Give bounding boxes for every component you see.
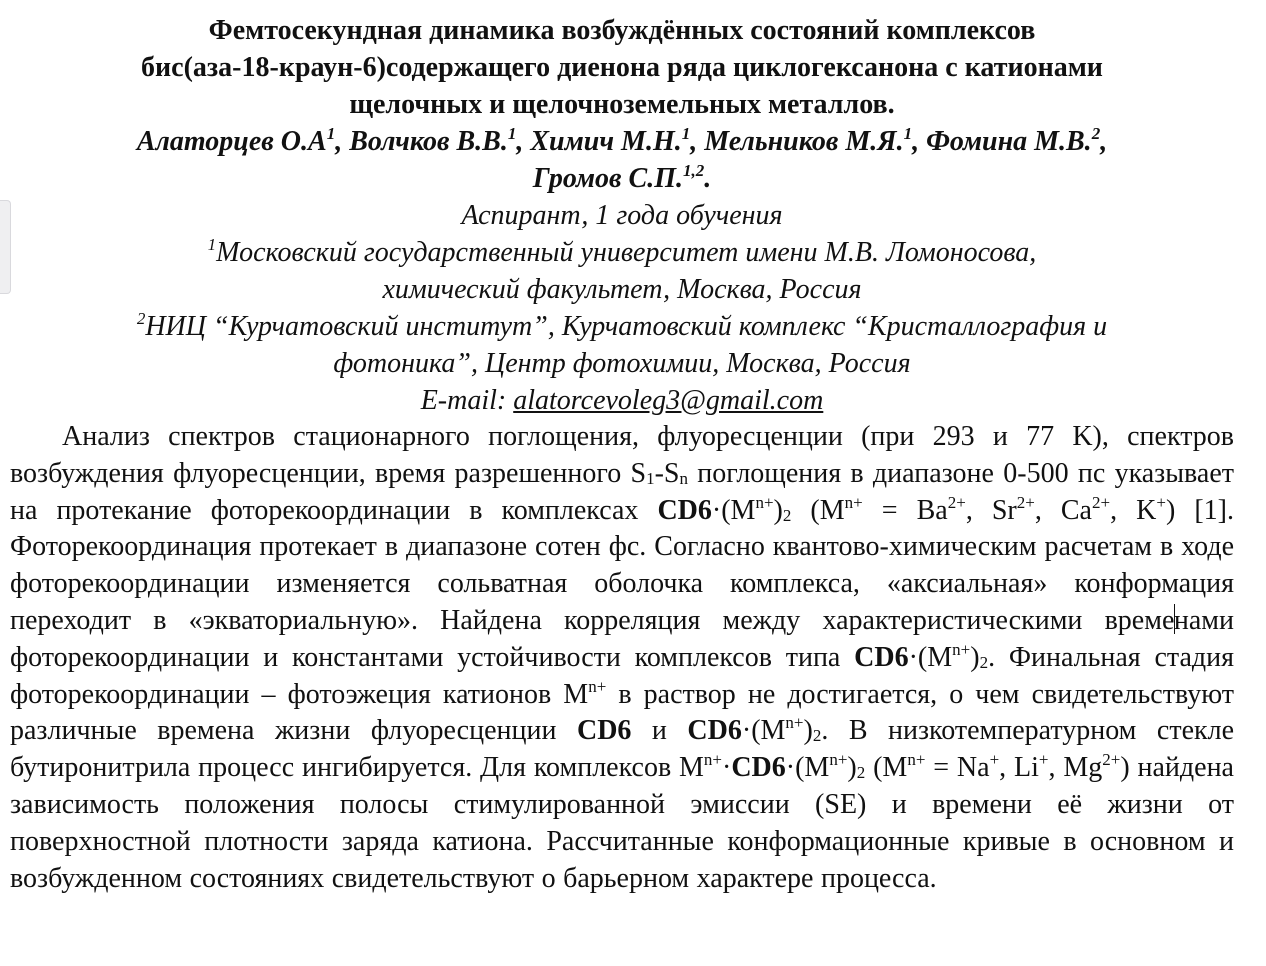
text-run: ·(M (908, 641, 953, 673)
author-name: Громов С.П. (532, 163, 683, 194)
text-run: ) (803, 715, 813, 747)
author-name: Алаторцев О.А (136, 126, 327, 157)
text-run: 2 (856, 763, 866, 783)
paper-title (10, 12, 1234, 123)
text-run: , Li (999, 752, 1039, 784)
text-run: , (516, 126, 531, 157)
affiliation-2 (10, 308, 1234, 382)
email-label: E-mail: (420, 385, 514, 416)
affiliation-line: химический факультет, Москва, Россия (382, 274, 862, 305)
author-affiliation-mark: 2 (1091, 124, 1101, 143)
author-affiliation-mark: 1,2 (682, 161, 705, 180)
affiliation-line (10, 234, 1234, 271)
author-list (10, 123, 1234, 197)
document-page (10, 12, 1234, 897)
author-affiliation-mark: 1 (326, 124, 336, 143)
text-run: , Ca (1034, 494, 1092, 526)
compound-cd6: CD6 (657, 494, 712, 526)
text-run: ·(M (785, 752, 830, 784)
title-line: Фемтосекундная динамика возбуждённых состояний комплексов (208, 15, 1036, 46)
text-run: n+ (907, 750, 926, 770)
email-link[interactable]: alatorcevoleg3@gmail.com (513, 385, 824, 416)
text-run: n+ (785, 713, 804, 733)
text-run: = Na (925, 752, 990, 784)
text-run: · (722, 752, 732, 784)
author-affiliation-mark: 1 (507, 124, 517, 143)
text-run: . (704, 163, 712, 194)
text-run: ) (847, 752, 857, 784)
text-run: , K (1110, 494, 1157, 526)
abstract-paragraph (10, 419, 1234, 897)
text-run: 2+ (1102, 750, 1121, 770)
text-run: НИЦ “Курчатовский институт”, Курчатовский комплекс “Кристаллография и (145, 311, 1108, 342)
text-run: 2 (812, 726, 822, 746)
affiliation-number: 2 (136, 309, 146, 328)
compound-cd6: CD6 (731, 752, 786, 784)
text-run: . В низкотемпературном стекле бутиронитрила процесс ингибируется. Для комплексов M (10, 715, 1235, 784)
compound-cd6: CD6 (576, 715, 632, 747)
text-run: Московский государственный университет имени М.В. Ломоносова, (216, 237, 1037, 268)
text-run: 2+ (1092, 492, 1111, 512)
author-name: Фомина М.В. (926, 126, 1092, 157)
text-run: (M (865, 752, 908, 784)
author-name: Волчков В.В. (349, 126, 508, 157)
text-run: , Mg (1048, 752, 1103, 784)
text-run: -S (654, 457, 680, 489)
author-line (10, 123, 1234, 160)
text-run: , Sr (965, 494, 1017, 526)
author-affiliation-mark: 1 (903, 124, 913, 143)
text-run: n+ (844, 492, 863, 512)
text-run: поглощения в диапазоне 0-500 пс указывает на протекание фоторекоординации в комплексах (10, 457, 1234, 526)
title-line: бис(аза-18-краун-6)содержащего диенона ряда циклогексанона с катионами (141, 52, 1103, 83)
text-run: ) [1]. Фоторекоординация протекает в диапазоне сотен фс. Согласно квантово-химическим расчетам в ходе фоторекоординации изменяется сольватная оболочка комплекса, «аксиальная» конформация переходит в «экваториальную». Найдена корреляция между характеристическими време (10, 494, 1234, 636)
author-line (10, 160, 1234, 197)
text-run: + (1156, 492, 1166, 512)
text-run: n+ (755, 492, 774, 512)
text-run: n+ (952, 639, 971, 659)
email-line (10, 382, 1234, 419)
compound-cd6: CD6 (687, 715, 742, 747)
text-run: ·(M (711, 494, 756, 526)
affiliation-line: фотоника”, Центр фотохимии, Москва, Россия (333, 348, 911, 379)
text-run: нами фоторекоординации и константами устойчивости комплексов типа (10, 604, 1234, 673)
text-run: n+ (703, 750, 722, 770)
text-run: ·(M (741, 715, 786, 747)
affiliation-1 (10, 234, 1234, 308)
text-run: + (1038, 750, 1049, 770)
text-run: (M (791, 494, 845, 526)
text-run: 2 (782, 505, 792, 525)
text-run: ) найдена зависимость положения полосы стимулированной эмиссии (SE) и времени её жизни от поверхностной плотности заряда катиона. Рассчитанные конформационные кривые в основном и возбужденном состояниях свидетельствуют о барьерном характере процесса. (10, 752, 1234, 894)
text-run: + (989, 750, 1000, 770)
author-name: Мельников М.Я. (704, 126, 904, 157)
affiliation-line (10, 308, 1234, 345)
text-run: 2+ (947, 492, 966, 512)
text-run: 1 (646, 468, 655, 488)
text-run: . Финальная стадия фоторекоординации – фотоэжеция катионов M (10, 641, 1234, 710)
text-run: ) (773, 494, 783, 526)
affiliation-number: 1 (207, 235, 217, 254)
text-run: в раствор не достигается, о чем свидетельствуют различные времена жизни флуоресценции (10, 678, 1234, 747)
text-run: , (1100, 126, 1108, 157)
text-run: n (679, 468, 688, 488)
text-run: , (912, 126, 927, 157)
text-run: , (335, 126, 350, 157)
text-run: 2+ (1016, 492, 1035, 512)
compound-cd6: CD6 (854, 641, 909, 673)
author-status: Аспирант, 1 года обучения (461, 200, 783, 231)
title-line: щелочных и щелочноземельных металлов. (349, 89, 895, 120)
text-run: = Ba (862, 494, 948, 526)
text-run: n+ (588, 676, 607, 696)
text-run: и (631, 715, 688, 747)
author-name: Химич М.Н. (530, 126, 682, 157)
text-run: , (690, 126, 705, 157)
text-run: n+ (829, 750, 848, 770)
text-run: 2 (979, 652, 989, 672)
text-run: ) (970, 641, 980, 673)
author-affiliation-mark: 1 (681, 124, 691, 143)
text-run: Анализ спектров стационарного поглощения, флуоресценции (при 293 и 77 K), спектров возбуждения флуоресценции, время разрешенного S (10, 421, 1234, 489)
